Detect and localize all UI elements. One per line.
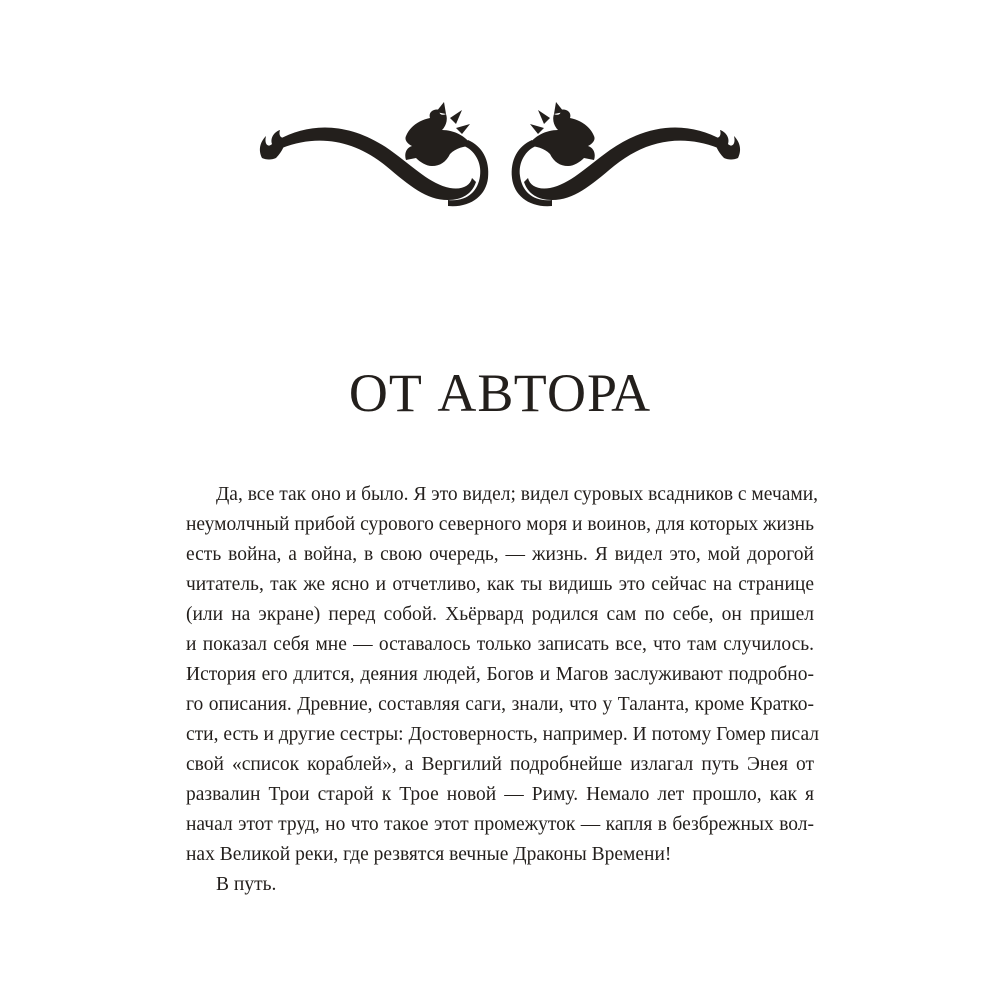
text-line: свой «список кораблей», а Вергилий подробнейше излагал путь Энея от — [186, 754, 814, 775]
text-line: сти, есть и другие сестры: Достоверность, например. И потому Гомер писал — [186, 724, 819, 745]
text-line: (или на экране) перед собой. Хьёрвард родился сам по себе, он пришел — [186, 604, 814, 625]
text-line: и показал себя мне — оставалось только записать все, что там случилось. — [186, 634, 814, 655]
text-line: развалин Трои старой к Трое новой — Риму. Немало лет прошло, как я — [186, 784, 814, 805]
body-text — [186, 480, 819, 900]
page-title: ОТ АВТОРА — [348, 363, 652, 423]
text-line: неумолчный прибой сурового северного моря и воинов, для которых жизнь — [186, 514, 814, 535]
text-line: читатель, так же ясно и отчетливо, как ты видишь это сейчас на странице — [186, 574, 814, 595]
text-line: есть война, а война, в свою очередь, — жизнь. Я видел это, мой дорогой — [186, 544, 814, 565]
text-line: История его длится, деяния людей, Богов и Магов заслуживают подробно- — [186, 664, 814, 685]
text-line: нах Великой реки, где резвятся вечные Драконы Времени! — [186, 844, 672, 865]
dragons-ornament-icon — [250, 100, 750, 210]
text-line: Да, все так оно и было. Я это видел; видел суровых всадников с мечами, — [216, 484, 819, 505]
text-line: начал этот труд, но что такое этот промежуток — капля в безбрежных вол- — [186, 814, 814, 835]
text-line: В путь. — [216, 874, 277, 895]
text-line: го описания. Древние, составляя саги, знали, что у Таланта, кроме Кратко- — [186, 694, 814, 715]
